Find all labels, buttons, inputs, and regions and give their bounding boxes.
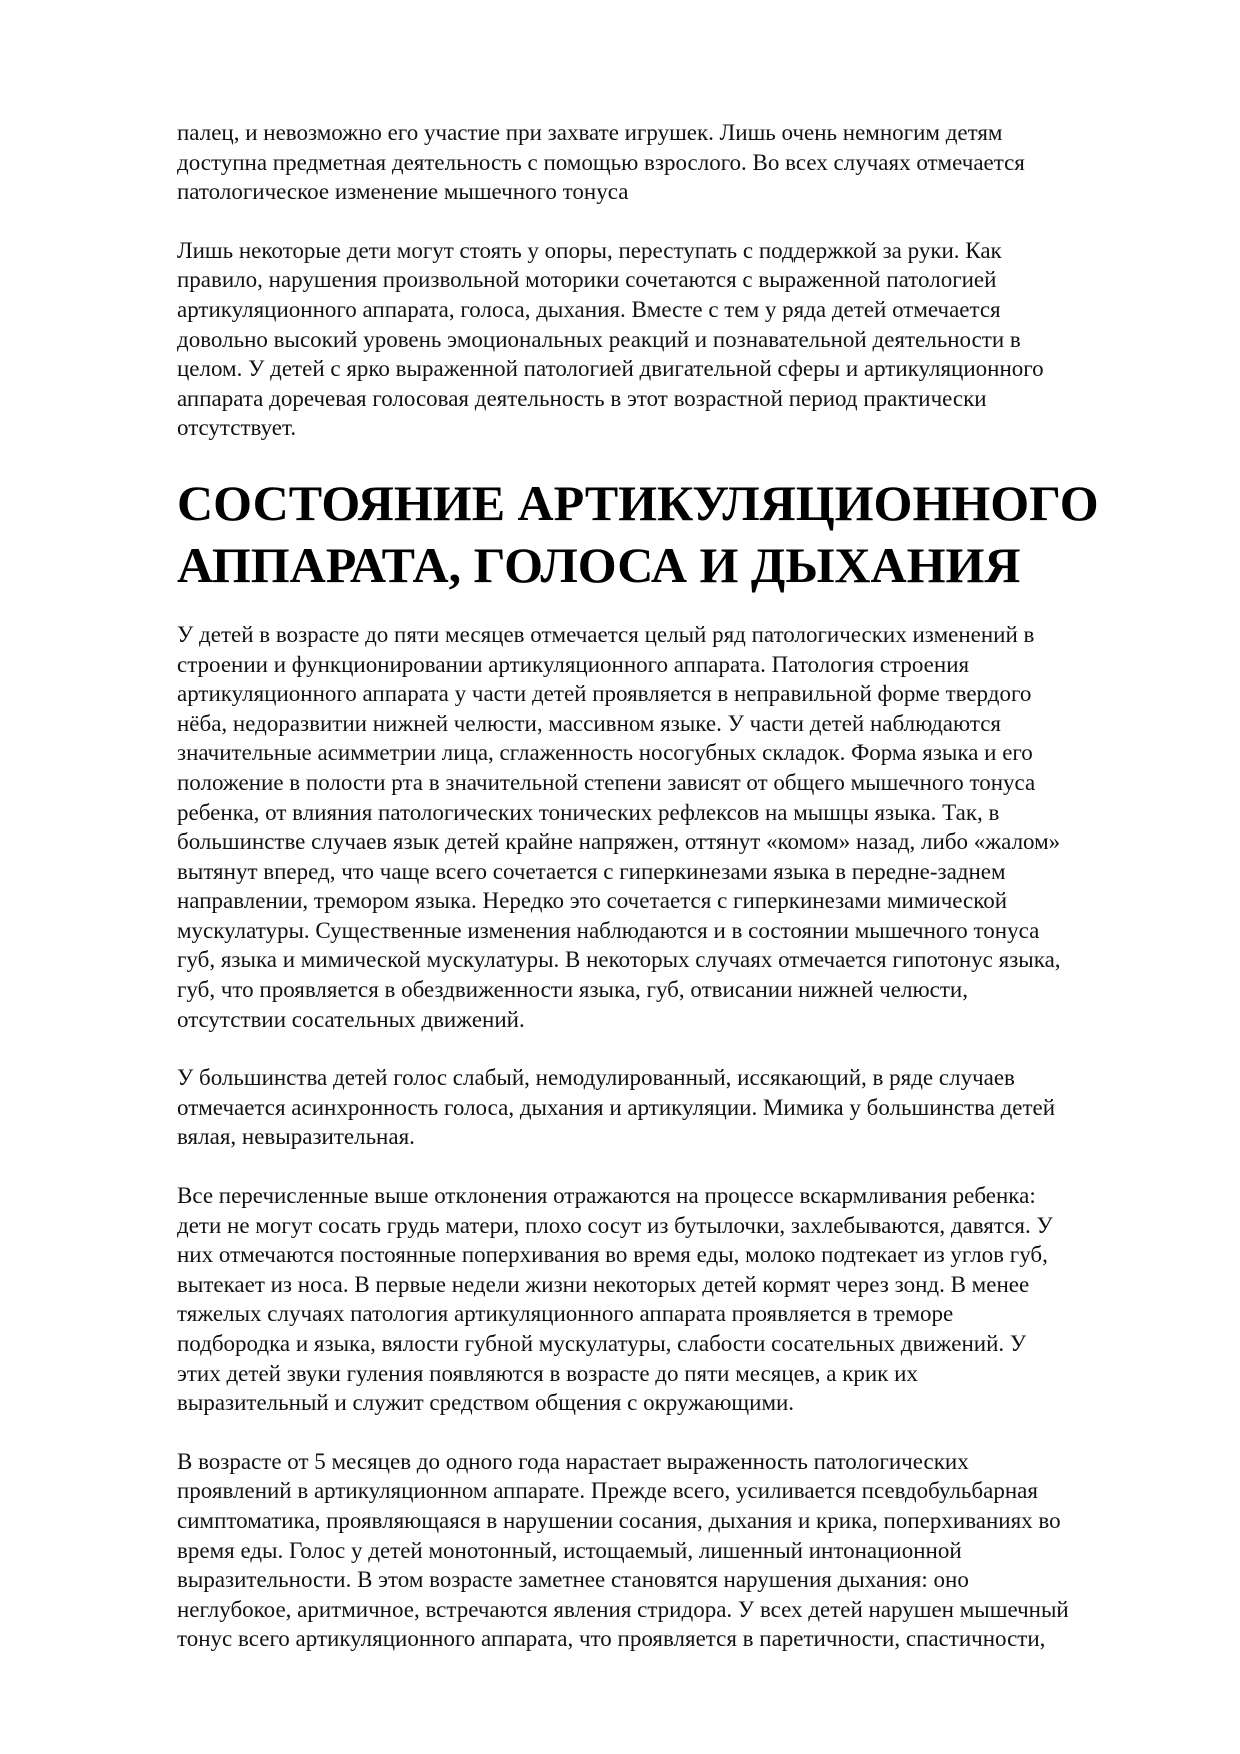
paragraph-muscle-tone: палец, и невозможно его участие при захвате игрушек. Лишь очень немногим детям доступна предметная деятельность с помощью взрослого. Во всех случаях отмечается патологическое изменение мышечного тонуса — [177, 120, 1025, 205]
paragraph-feeding: Все перечисленные выше отклонения отражаются на процессе вскармливания ребенка: дети не могут сосать грудь матери, плохо сосут из бутылочки, захлебываются, давятся. У них отмечаются постоянные поперхивания во время еды, молоко подтекает из углов губ, вытекает из носа. В первые недели жизни некоторых детей кормят через зонд. В менее тяжелых случаях патология артикуляционного аппарата проявляется в треморе подбородка и языка, вялости губной мускулатуры, слабости сосательных движений. У этих детей звуки гуления появляются в возрасте до пяти месяцев, а крик их выразительный и служит средством общения с окружающими. — [177, 1183, 1053, 1416]
paragraph-voice: У большинства детей голос слабый, немодулированный, иссякающий, в ряде случаев отмечается асинхронность голоса, дыхания и артикуляции. Мимика у большинства детей вялая, невыразительная. — [177, 1065, 1056, 1150]
paragraph-articulation-pathology: У детей в возрасте до пяти месяцев отмечается целый ряд патологических изменений в строении и функционировании артикуляционного аппарата. Патология строения артикуляционного аппарата у части детей проявляется в неправильной форме твердого нёба, недоразвитии нижней челюсти, массивном языке. У части детей наблюдаются значительные асимметрии лица, сглаженность носогубных складок. Форма языка и его положение в полости рта в значительной степени зависят от общего мышечного тонуса ребенка, от влияния патологических тонических рефлексов на мышцы языка. Так, в большинстве случаев язык детей крайне напряжен, оттянут «комом» назад, либо «жалом» вытянут вперед, что чаще всего сочетается с гиперкинезами языка в передне-заднем направлении, тремором языка. Нередко это сочетается с гиперкинезами мимической мускулатуры. Существенные изменения наблюдаются и в состоянии мышечного тонуса губ, языка и мимической мускулатуры. В некоторых случаях отмечается гипотонус языка, губ, что проявляется в обездвиженности языка, губ, отвисании нижней челюсти, отсутствии сосательных движений. — [177, 621, 1061, 1032]
paragraph-five-months-to-year: В возрасте от 5 месяцев до одного года нарастает выраженность патологических проявлений в артикуляционном аппарате. Прежде всего, усиливается псевдобульбарная симптоматика, проявляющаяся в нарушении сосания, дыхания и крика, поперхиваниях во время еды. Голос у детей монотонный, истощаемый, лишенный интонационной выразительности. В этом возрасте заметнее становятся нарушения дыхания: оно неглубокое, аритмичное, встречаются явления стридора. У всех детей нарушен мышечный тонус всего артикуляционного аппарата, что проявляется в паретичности, спастичности, — [177, 1448, 1069, 1652]
paragraph-standing-support: Лишь некоторые дети могут стоять у опоры, переступать с поддержкой за руки. Как правило, нарушения произвольной моторики сочетаются с выраженной патологией артикуляционного аппарата, голоса, дыхания. Вместе с тем у ряда детей отмечается довольно высокий уровень эмоциональных реакций и познавательной деятельности в целом. У детей с ярко выраженной патологией двигательной сферы и артикуляционного аппарата доречевая голосовая деятельность в этот возрастной период практически отсутствует. — [177, 237, 1044, 441]
document-page — [177, 118, 1163, 1683]
section-heading: СОСТОЯНИЕ АРТИКУЛЯЦИОННОГО АППАРАТА, ГОЛОСА И ДЫХАНИЯ — [177, 474, 1099, 593]
